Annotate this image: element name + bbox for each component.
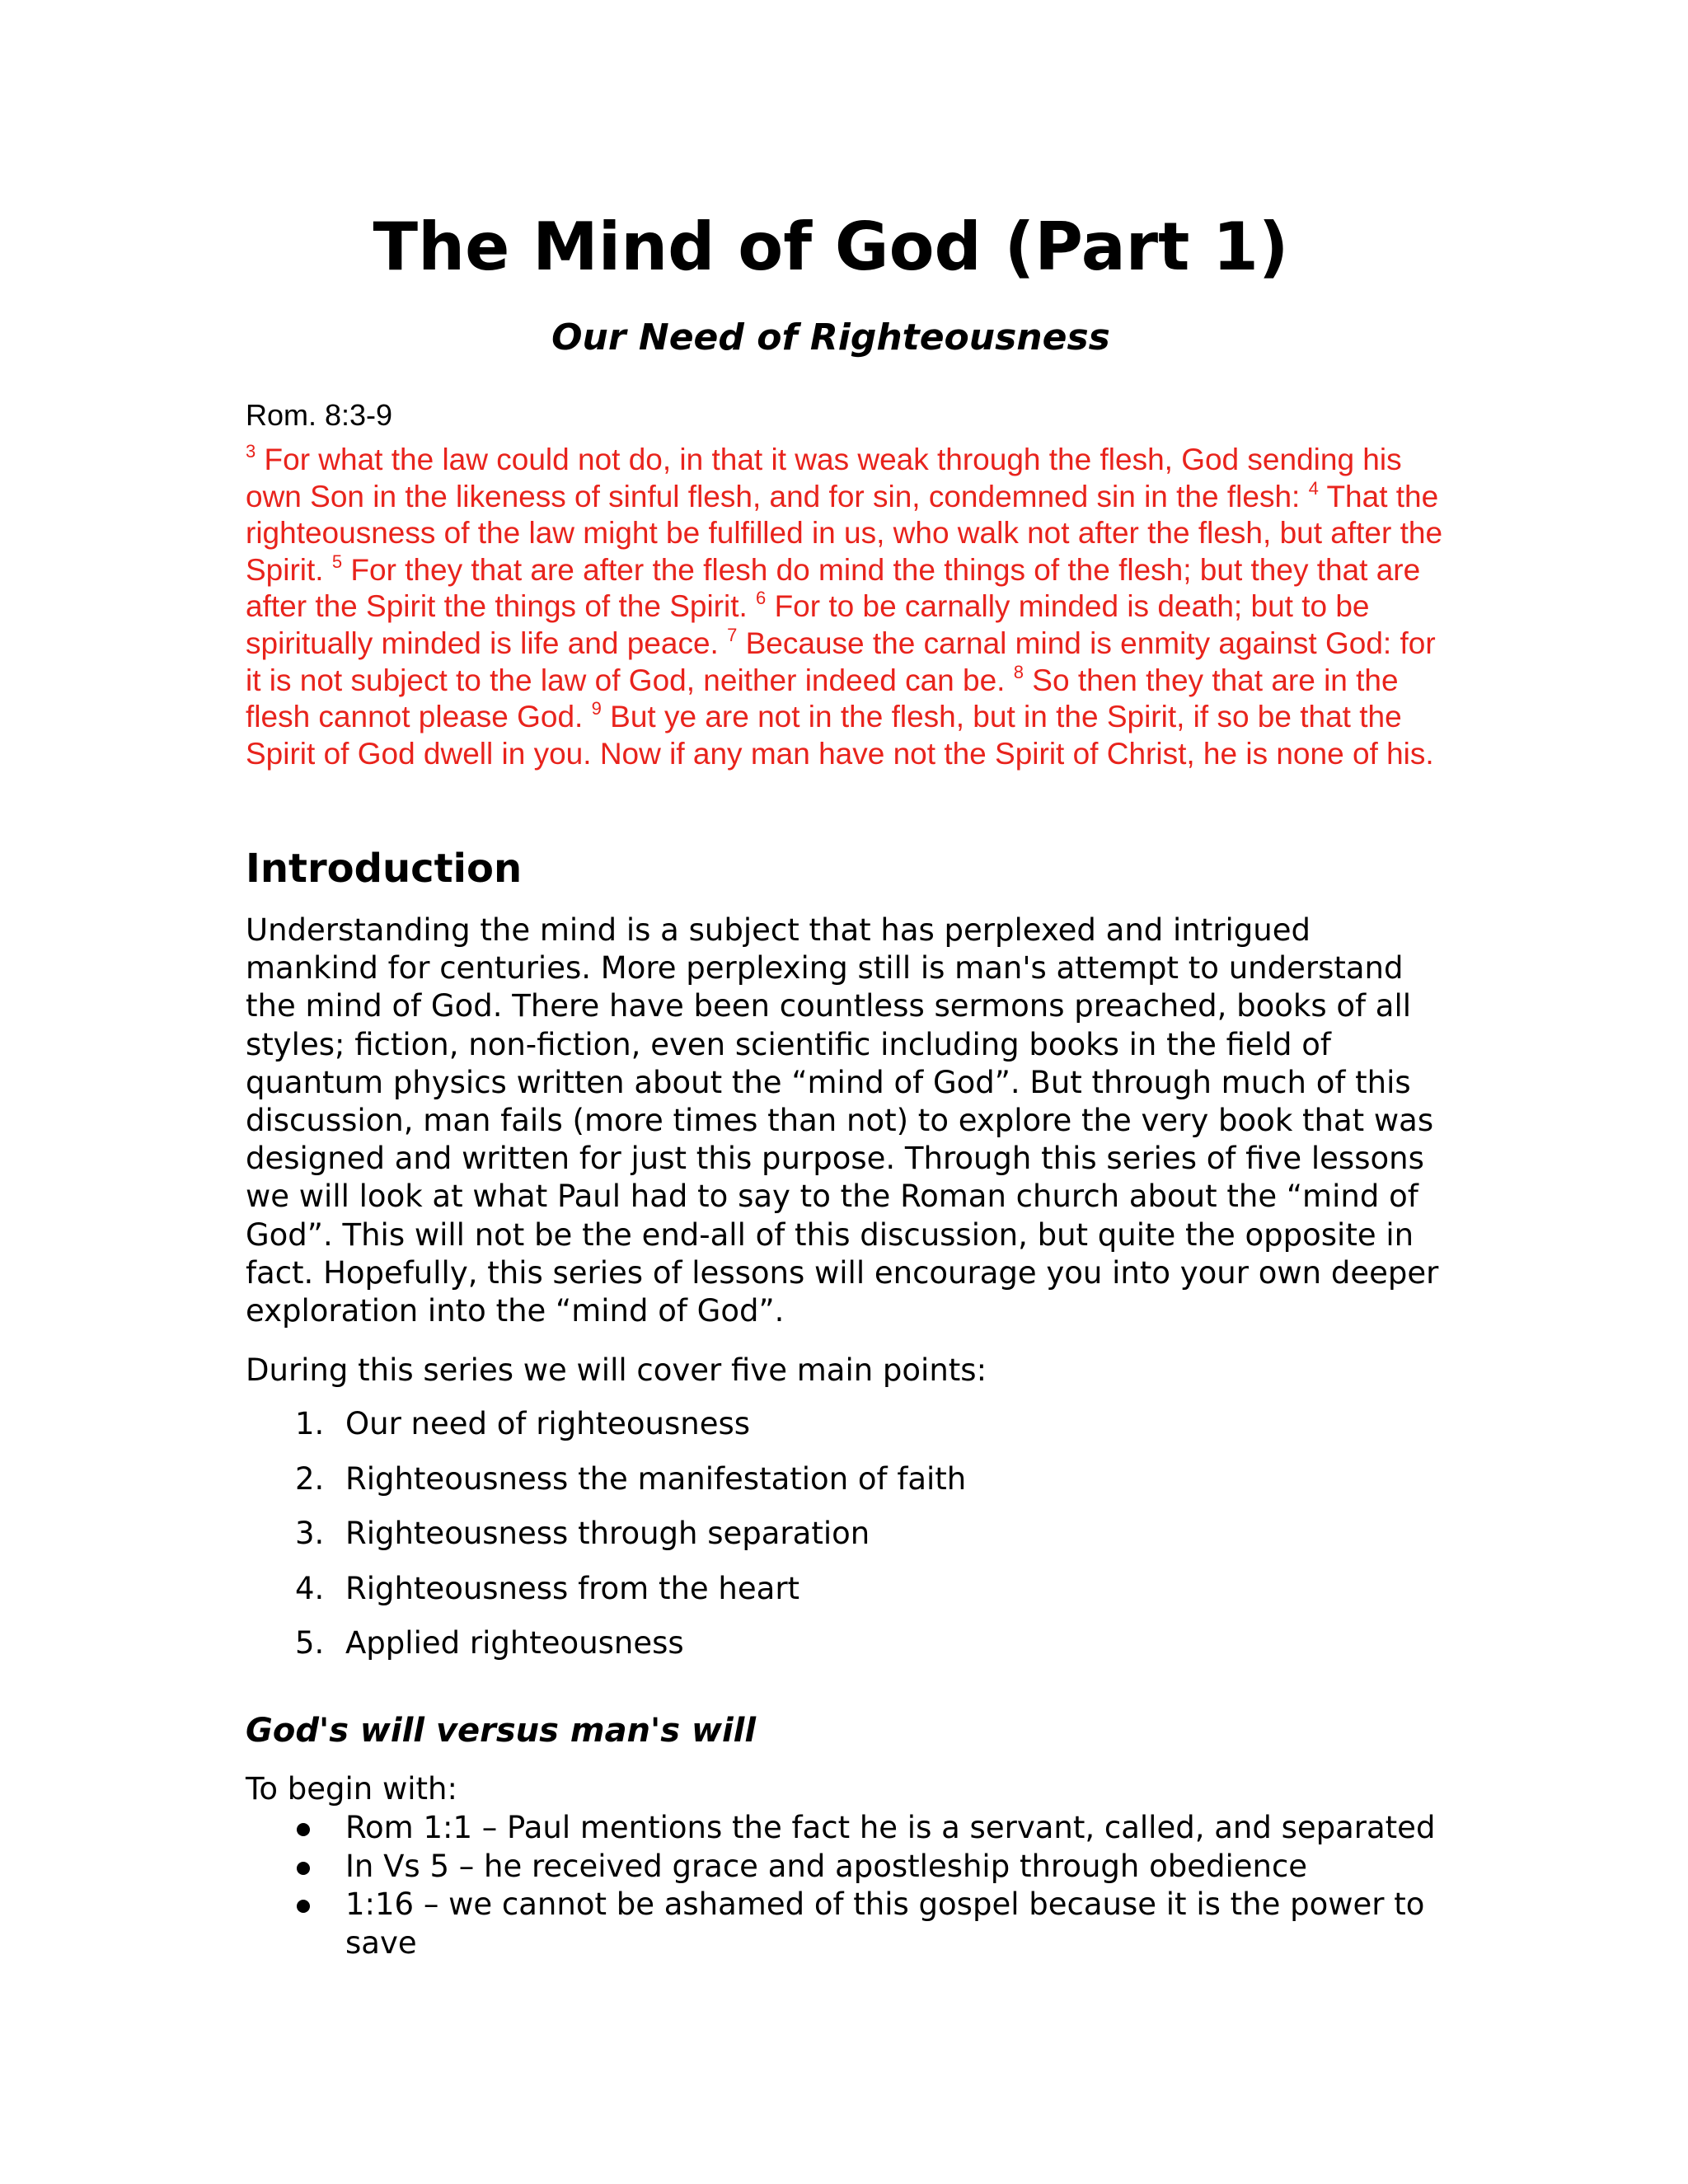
verse-text: So then they that are in the flesh cannot please God.	[246, 663, 1399, 734]
list-item-text: Our need of righteousness	[345, 1406, 751, 1441]
list-number: 2.	[295, 1460, 325, 1497]
list-item-text: Righteousness the manifestation of faith	[345, 1460, 967, 1497]
verse-number: 3	[246, 441, 256, 462]
verse-text: But ye are not in the flesh, but in the Spirit, if so be that the Spirit of God dwell in you. Now if any man have not the Spirit of Christ, he is none of his.	[246, 700, 1434, 771]
scripture-passage	[246, 442, 1449, 772]
list-item	[246, 1809, 1449, 1848]
section-bullet-list	[246, 1809, 1449, 1962]
list-number: 4.	[295, 1570, 325, 1606]
verse-text: That the righteousness of the law might be fulfilled in us, who walk not after the flesh, but after the Spirit.	[246, 479, 1443, 587]
list-item-text: Righteousness from the heart	[345, 1570, 800, 1606]
verse-text: For what the law could not do, in that it was weak through the flesh, God sending his own Son in the likeness of sinful flesh, and for sin, condemned sin in the flesh:	[246, 443, 1402, 513]
verse-number: 7	[727, 624, 738, 645]
page-title: The Mind of God (Part 1)	[373, 209, 1289, 285]
points-lead: During this series we will cover five main points:	[246, 1352, 987, 1388]
list-item	[246, 1624, 966, 1680]
list-item	[246, 1848, 1449, 1886]
list-item	[246, 1515, 966, 1570]
list-item-text: Rom 1:1 – Paul mentions the fact he is a servant, called, and separated	[345, 1810, 1436, 1845]
main-points-list	[246, 1405, 966, 1680]
verse-number: 5	[331, 551, 343, 572]
bullet-icon	[297, 1823, 310, 1836]
list-item-text: Applied righteousness	[345, 1625, 684, 1661]
introduction-heading: Introduction	[246, 846, 523, 892]
section-heading: God's will versus man's will	[246, 1712, 757, 1750]
list-item	[246, 1460, 966, 1516]
list-item	[246, 1405, 966, 1460]
list-item-text: In Vs 5 – he received grace and apostleship through obedience	[345, 1848, 1308, 1884]
verse-number: 6	[756, 588, 767, 609]
list-number: 3.	[295, 1516, 325, 1551]
verse-text: For they that are after the flesh do mind the things of the flesh; but they that are after the Spirit the things of the Spirit.	[246, 552, 1421, 624]
section-lead: To begin with:	[246, 1771, 457, 1807]
list-item-text: Righteousness through separation	[345, 1516, 870, 1551]
page-subtitle: Our Need of Righteousness	[551, 316, 1110, 359]
list-item-text: 1:16 – we cannot be ashamed of this gospel because it is the power to save	[345, 1886, 1425, 1961]
list-item	[246, 1886, 1449, 1962]
verse-number: 9	[591, 698, 602, 719]
verse-number: 8	[1013, 661, 1024, 682]
verse-text: For to be carnally minded is death; but to be spiritually minded is life and peace.	[246, 589, 1370, 660]
scripture-reference: Rom. 8:3-9	[246, 398, 393, 432]
list-number: 5.	[295, 1625, 325, 1661]
verse-number: 4	[1308, 477, 1319, 499]
bullet-icon	[297, 1862, 310, 1875]
list-number: 1.	[295, 1406, 325, 1441]
bullet-icon	[297, 1900, 310, 1913]
introduction-paragraph: Understanding the mind is a subject that has perplexed and intrigued mankind for centuries. More perplexing still is man's attempt to understand the mind of God. There have been countless sermons preached, books of all styles; fiction, non-fiction, even scientific including books in the field of quantum physics written about the “mind of God”. But through much of this discussion, man fails (more times than not) to explore the very book that was designed and written for just this purpose. Through this series of five lessons we will look at what Paul had to say to the Roman church about the “mind of God”. This will not be the end-all of this discussion, but quite the opposite in fact. Hopefully, this series of lessons will encourage you into your own deeper exploration into the “mind of God”.	[246, 912, 1439, 1329]
list-item	[246, 1570, 966, 1625]
verse-text: Because the carnal mind is enmity against God: for it is not subject to the law of God, neither indeed can be.	[246, 626, 1436, 697]
